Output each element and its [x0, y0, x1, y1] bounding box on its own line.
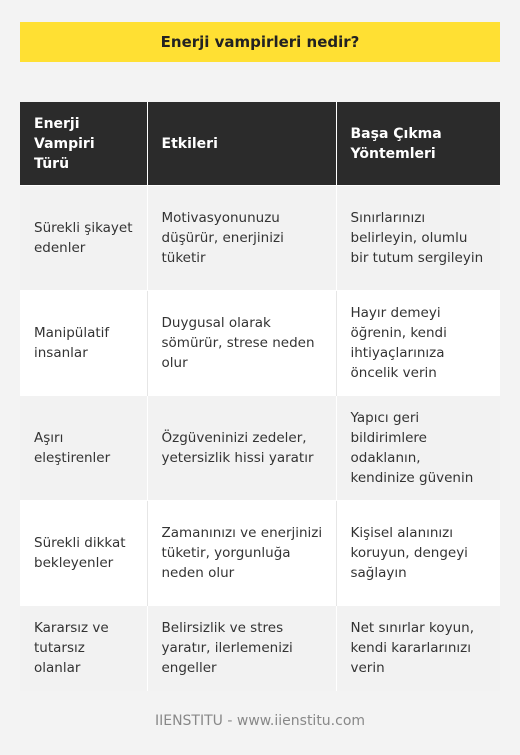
cell-effects: Motivasyonunuzu düşürür, enerjinizi tüketir	[147, 186, 336, 291]
header-effects: Etkileri	[147, 102, 336, 186]
cell-coping-methods: Hayır demeyi öğrenin, kendi ihtiyaçlarınıza öncelik verin	[336, 291, 500, 396]
cell-effects: Zamanınızı ve enerjinizi tüketir, yorgunluğa neden olur	[147, 501, 336, 606]
cell-vampire-type: Aşırı eleştirenler	[20, 396, 147, 501]
cell-effects: Belirsizlik ve stres yaratır, ilerlemenizi engeller	[147, 606, 336, 691]
footer-credit: IIENSTITU - www.iienstitu.com	[154, 713, 366, 729]
energy-vampires-table	[20, 102, 500, 691]
page-title: Enerji vampirleri nedir?	[160, 33, 360, 51]
table-row	[20, 606, 500, 691]
header-vampire-type: Enerji Vampiri Türü	[20, 102, 147, 186]
table-row	[20, 396, 500, 501]
title-banner	[20, 22, 500, 62]
cell-vampire-type: Sürekli şikayet edenler	[20, 186, 147, 291]
cell-coping-methods: Net sınırlar koyun, kendi kararlarınızı verin	[336, 606, 500, 691]
cell-effects: Duygusal olarak sömürür, strese neden olur	[147, 291, 336, 396]
cell-vampire-type: Sürekli dikkat bekleyenler	[20, 501, 147, 606]
cell-coping-methods: Kişisel alanınızı koruyun, dengeyi sağlayın	[336, 501, 500, 606]
cell-effects: Özgüveninizi zedeler, yetersizlik hissi yaratır	[147, 396, 336, 501]
header-coping-methods: Başa Çıkma Yöntemleri	[336, 102, 500, 186]
cell-vampire-type: Manipülatif insanlar	[20, 291, 147, 396]
table-row	[20, 501, 500, 606]
table-row	[20, 291, 500, 396]
table-header-row	[20, 102, 500, 186]
cell-vampire-type: Kararsız ve tutarsız olanlar	[20, 606, 147, 691]
table-row	[20, 186, 500, 291]
cell-coping-methods: Yapıcı geri bildirimlere odaklanın, kendinize güvenin	[336, 396, 500, 501]
cell-coping-methods: Sınırlarınızı belirleyin, olumlu bir tutum sergileyin	[336, 186, 500, 291]
